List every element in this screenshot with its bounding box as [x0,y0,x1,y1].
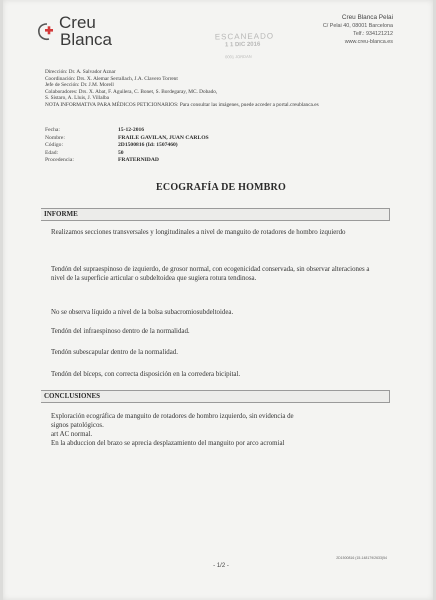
informe-heading: INFORME [41,208,390,221]
staff-line: S. Sistaro, A. Lluis, J. Villalba [45,95,110,102]
informe-text: Tendón del bíceps, con correcta disposición en la corredera bicipital. [51,371,241,378]
cross-logo-icon [37,22,57,42]
scanned-stamp [199,31,290,65]
clinic-phone: Telf.: 934121212 [353,31,393,37]
document-id: 2D1500816 (15-148179/2633)54 [336,556,387,560]
conclusiones-line: signos patológicos. [51,422,104,429]
informe-text: Tendón del infraespinoso dentro de la normalidad. [51,328,190,335]
logo-word-2: Blanca [60,30,112,49]
informe-paragraph [51,370,371,379]
patient-row [45,127,209,135]
conclusiones-line: En la abduccion del brazo se aprecia desplazamiento del manguito por arco acromial [51,440,285,447]
staff-line: Coordinación: Drs. X. Alemar Serrallach, J.A. Clavero Torrent [45,75,178,82]
patient-field-label: Nombre: [45,134,65,141]
logo-word-1: Creu [59,13,96,32]
conclusiones-body [51,412,401,448]
clinic-web: www.creu-blanca.es [344,39,393,45]
stamp-word: ESCANEADO [214,31,275,42]
report-page [3,0,433,600]
patient-field-label: Procedencia: [45,157,74,164]
informe-text: Realizamos secciones transversales y longitudinales a nivel de manguito de rotadores de hombro izquierdo [51,229,346,236]
page-number: - 1/2 - [213,563,229,569]
conclusiones-line: art AC normal. [51,431,93,438]
patient-field-label: Código: [45,142,64,149]
patient-row [45,142,209,150]
creu-blanca-logo [33,14,143,62]
staff-line: Dirección: Dr. A. Salvador Aznar [45,69,116,75]
informe-paragraph [51,348,371,357]
staff-line: Jefe de Sección: Dr. J.M. Morell [45,82,114,89]
stamp-date: 1 1 DIC 2016 [224,41,261,49]
informe-paragraph [51,265,371,283]
patient-field-label: Fecha: [45,127,60,133]
patient-field-value: FRATERNIDAD [118,157,159,164]
patient-field-value: 15-12-2016 [118,127,145,133]
conclusiones-line: Exploración ecográfica de manguito de rotadores de hombro izquierdo, sin evidencia de [51,413,294,420]
report-title: ECOGRAFÍA DE HOMBRO [156,182,286,193]
informe-paragraph [51,228,371,237]
clinic-address: C/ Pelai 40, 08001 Barcelona [322,23,393,29]
patient-row [45,150,209,158]
patient-field-value: 2D1500816 (Id: 1507460) [118,142,178,149]
informe-paragraph [51,327,371,336]
patient-field-value: 50 [118,149,124,156]
clinic-address-block [323,14,393,46]
clinic-name: Creu Blanca Pelai [341,14,393,21]
informe-text: Tendón del supraespinoso de izquierdo, de grosor normal, con ecogenicidad conservada, sin observar alteraciones a nivel de la superficie articular o subdeltoidea que sugiera rotura tendinosa. [51,266,370,282]
informe-text: No se observa líquido a nivel de la bolsa subacromiosubdeltoidea. [51,309,234,316]
stamp-sub: 0001 JORDAN [225,53,252,60]
patient-row [45,157,209,165]
patient-field-label: Edad: [45,149,59,156]
patient-info [45,127,209,165]
staff-note: NOTA INFORMATIVA PARA MÉDICOS PETICIONARIOS: Para consultar las imágenes, puede acceder a portal.creublanca.es [45,101,319,108]
informe-paragraph [51,308,371,317]
informe-text: Tendón subescapular dentro de la normalidad. [51,349,178,356]
conclusiones-heading: CONCLUSIONES [41,390,390,403]
staff-list [45,69,319,109]
staff-line: Colaboradores: Drs. X. Abat, F. Aguilera, C. Bonet, S. Bordegaray, MC. Dobado, [45,88,218,95]
patient-field-value: FRAILE GAVILAN, JUAN CARLOS [118,134,209,141]
